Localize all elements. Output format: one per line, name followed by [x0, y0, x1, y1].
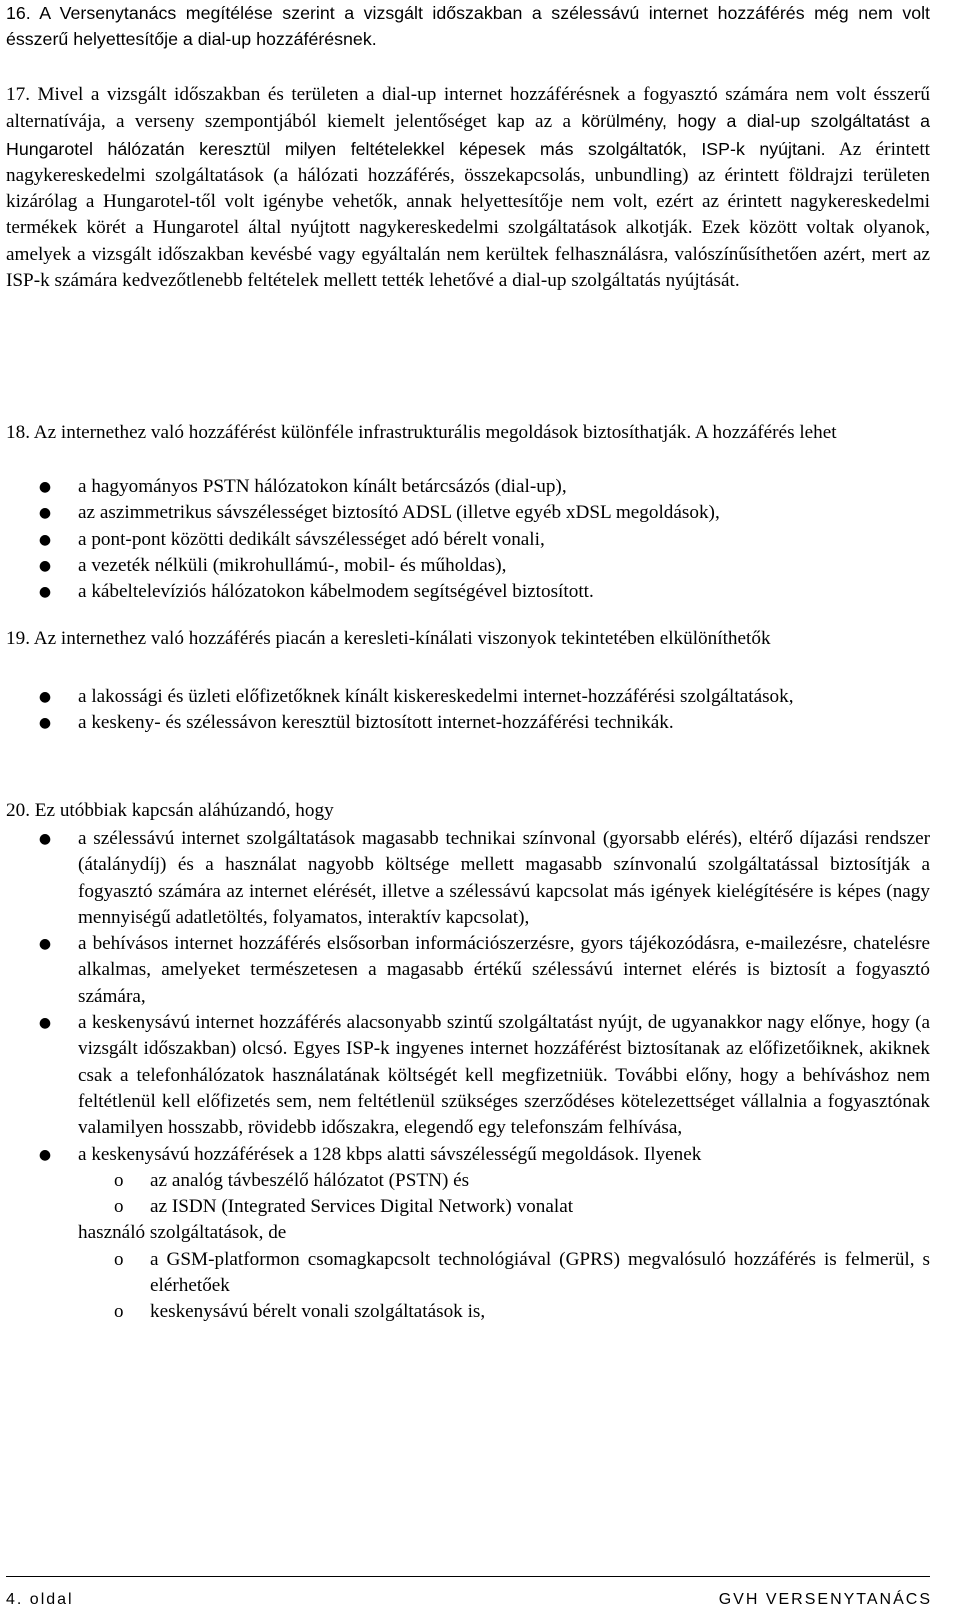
paragraph-19-intro: 19. Az internethez való hozzáférés piacán a keresleti-kínálati viszonyok tekintetében elkülöníthetők [6, 628, 771, 649]
list-item-continuation: használó szolgáltatások, de [78, 1222, 287, 1244]
sub-list-b [78, 1247, 930, 1326]
bullet-icon: ● [38, 689, 52, 705]
list-item-text: a keskeny- és szélessávon keresztül biztosított internet-hozzáférési technikák. [78, 712, 674, 734]
bullet-icon: ● [38, 584, 52, 601]
paragraph-20-intro: 20. Ez utóbbiak kapcsán aláhúzandó, hogy [6, 800, 334, 821]
paragraph-17-part-a: 17. Mivel a vizsgált időszakban és területen a dial-up internet hozzáférésnek a fogyasztó számára nem volt ésszerű alternatívája, a verseny szempontjából kiemelt jelentőséget kap az a [6, 84, 930, 133]
list-item-text: a szélessávú internet szolgáltatások magasabb technikai színvonal (gyorsabb elérés), eltérő díjazási rendszer (átalánydíj) és a használat nagyobb költsége mellett magasabb színvonalú szolgáltatással biztosítják a fogyasztó számára az internet elérését, illetve a szélessávú kapcsolat más igények kielégítésére is képes (nagy mennyiségű adatletöltés, folyamatos, interaktív kapcsolat), [78, 828, 930, 928]
list-item [6, 710, 930, 736]
circle-bullet-icon: o [114, 1248, 124, 1270]
list-20 [6, 826, 930, 1326]
sub-list-item [78, 1194, 930, 1220]
list-item-text: a keskenysávú hozzáférések a 128 kbps alatti sávszélességű megoldások. Ilyenek [78, 1143, 702, 1165]
bullet-icon: ● [38, 505, 52, 522]
circle-bullet-icon: o [114, 1169, 124, 1191]
footer-organization: GVH VERSENYTANÁCS [718, 1591, 932, 1608]
paragraph-17-part-c: Az érintett nagykereskedelmi szolgáltatások (a hálózati hozzáférés, összekapcsolás, unbundling) az érintett földrajzi területen kizárólag a Hungarotel-től volt igénybe vehetők, annak helyettesítője nem volt, ezért az érintett nagykereskedelmi termékek körét a Hungarotel által nyújtott nagykereskedelmi szolgáltatások alkotják. Ezek között voltak olyanok, amelyek a vizsgált időszakban kevésbé vagy egyáltalán nem kerültek felhasználásra, valószínűsíthetően azért, mert az ISP-k számára kedvezőtlenebb feltételek mellett tették lehetővé a dial-up szolgáltatás nyújtását. [6, 138, 931, 292]
list-item [6, 553, 930, 579]
list-18 [6, 474, 930, 605]
sub-list-item [78, 1168, 930, 1194]
bullet-icon: ● [38, 531, 52, 548]
circle-bullet-icon: o [114, 1301, 124, 1323]
bullet-icon: ● [38, 1146, 52, 1163]
paragraph-18-intro: 18. Az internethez való hozzáférést különféle infrastrukturális megoldások biztosíthatják. A hozzáférés lehet [6, 422, 837, 443]
list-item [6, 500, 930, 526]
list-item-text: a keskenysávú internet hozzáférés alacsonyabb szintű szolgáltatást nyújt, de ugyanakkor nagy előnye, hogy (a vizsgált időszakban) olcsó. Egyes ISP-k ingyenes internet hozzáférést biztosítanak az előfizetőiknek, akiknek csak a telefonhálózatok használatának költségét kell megfizetniük. További előny, hogy a behíváshoz nem feltétlenül kell előfizetés sem, nem feltétlenül szükséges szerződéses kötelezettséget vállalnia a fogyasztónak valamilyen hosszabb, rövidebb időszakra, elegendő egy telefonszám felhívása, [78, 1012, 930, 1139]
list-item-text: az aszimmetrikus sávszélességet biztosító ADSL (illetve egyéb xDSL megoldások), [78, 502, 720, 524]
bullet-icon: ● [38, 557, 52, 574]
bullet-icon: ● [38, 479, 52, 495]
list-item [6, 1010, 930, 1141]
sub-list-item-text: a GSM-platformon csomagkapcsolt technológiával (GPRS) megvalósuló hozzáférés is felmerül, s elérhetőek [150, 1248, 930, 1297]
list-item [6, 1142, 930, 1326]
bullet-icon: ● [38, 715, 52, 732]
paragraph-17 [6, 82, 930, 294]
bullet-icon: ● [38, 831, 52, 847]
list-item [6, 826, 930, 931]
list-item-text: a behívásos internet hozzáférés elsősorban információszerzésre, gyors tájékozódásra, e-mailezésre, chatelésre alkalmas, amelyeket természetesen a magasabb értékű szélessávú internet elérés is biztosít a fogyasztó számára, [78, 933, 930, 1007]
list-item [6, 931, 930, 1010]
paragraph-17-part-b: körülmény, hogy a dial-up szolgáltatást a Hungarotel hálózatán keresztül milyen feltételekkel képesek más szolgáltatók, ISP-k nyújtani. [6, 111, 931, 159]
sub-list-item-text: keskenysávú bérelt vonali szolgáltatások is, [150, 1301, 486, 1323]
list-19 [6, 684, 930, 737]
list-item [6, 474, 930, 500]
sub-list-item [78, 1247, 930, 1300]
bullet-icon: ● [38, 1015, 52, 1032]
list-item [6, 684, 930, 710]
sub-list-item-text: az analóg távbeszélő hálózatot (PSTN) és [150, 1169, 470, 1191]
sub-list-a [78, 1168, 930, 1221]
list-item-text: a pont-pont közötti dedikált sávszélességet adó bérelt vonali, [78, 528, 545, 550]
list-item [6, 527, 930, 553]
list-item-text: a kábeltelevíziós hálózatokon kábelmodem segítségével biztosított. [78, 581, 594, 603]
footer-divider [6, 1576, 930, 1577]
paragraph-16: 16. A Versenytanács megítélése szerint a vizsgált időszakban a szélessávú internet hozzáférés még nem volt ésszerű helyettesítője a dial-up hozzáférésnek. [6, 3, 930, 50]
list-item-text: a hagyományos PSTN hálózatokon kínált betárcsázós (dial-up), [78, 476, 567, 497]
bullet-icon: ● [38, 936, 52, 953]
list-item-text: a lakossági és üzleti előfizetőknek kínált kiskereskedelmi internet-hozzáférési szolgáltatások, [78, 686, 794, 707]
footer-page-number: 4. oldal [6, 1591, 74, 1608]
list-item [6, 579, 930, 605]
sub-list-item [78, 1299, 930, 1325]
circle-bullet-icon: o [114, 1196, 124, 1218]
sub-list-item-text: az ISDN (Integrated Services Digital Network) vonalat [150, 1196, 574, 1218]
list-item-text: a vezeték nélküli (mikrohullámú-, mobil- és műholdas), [78, 554, 507, 576]
